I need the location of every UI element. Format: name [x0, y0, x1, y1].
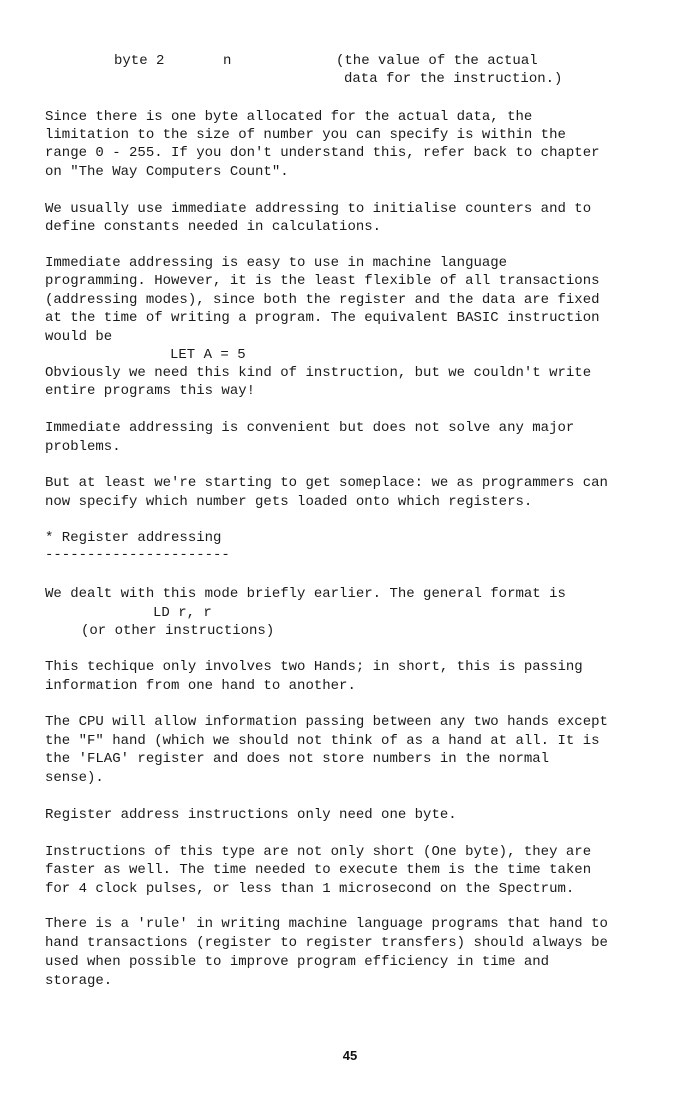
code-note: (or other instructions): [81, 623, 275, 639]
byte-note-line: data for the instruction.): [344, 71, 563, 87]
text-line: the "F" hand (which we should not think of as a hand at all. It is: [45, 733, 600, 749]
text-line: limitation to the size of number you can specify is within the: [45, 127, 566, 143]
text-line: range 0 - 255. If you don't understand this, refer back to chapter: [45, 145, 600, 161]
text-line: the 'FLAG' register and does not store numbers in the normal: [45, 751, 550, 767]
text-line: on "The Way Computers Count".: [45, 164, 289, 180]
text-line: sense).: [45, 770, 104, 786]
text-line: faster as well. The time needed to execute them is the time taken: [45, 862, 592, 878]
byte-operand: n: [223, 53, 232, 69]
text-line: Since there is one byte allocated for the actual data, the: [45, 109, 533, 125]
heading-underline: ----------------------: [45, 547, 230, 563]
section-heading: * Register addressing: [45, 530, 222, 546]
text-line: This techique only involves two Hands; in short, this is passing: [45, 659, 583, 675]
text-line: We dealt with this mode briefly earlier. The general format is: [45, 586, 566, 602]
code-line: LET A = 5: [170, 347, 246, 363]
text-line: Obviously we need this kind of instruction, but we couldn't write: [45, 365, 592, 381]
text-line: But at least we're starting to get someplace: we as programmers can: [45, 475, 608, 491]
byte-label: byte 2: [114, 53, 165, 69]
text-line: problems.: [45, 439, 121, 455]
text-line: now specify which number gets loaded onto which registers.: [45, 494, 533, 510]
text-line: hand transactions (register to register transfers) should always be: [45, 935, 608, 951]
text-line: Register address instructions only need one byte.: [45, 807, 457, 823]
text-line: entire programs this way!: [45, 383, 256, 399]
text-line: for 4 clock pulses, or less than 1 microsecond on the Spectrum.: [45, 881, 575, 897]
text-line: at the time of writing a program. The equivalent BASIC instruction: [45, 310, 600, 326]
text-line: We usually use immediate addressing to initialise counters and to: [45, 201, 592, 217]
text-line: define constants needed in calculations.: [45, 219, 382, 235]
text-line: Immediate addressing is convenient but does not solve any major: [45, 420, 575, 436]
text-line: (addressing modes), since both the register and the data are fixed: [45, 292, 600, 308]
text-line: The CPU will allow information passing between any two hands except: [45, 714, 608, 730]
page-number: 45: [342, 1048, 358, 1063]
text-line: Instructions of this type are not only short (One byte), they are: [45, 844, 592, 860]
byte-note-line: (the value of the actual: [336, 53, 538, 69]
code-line: LD r, r: [153, 605, 212, 621]
text-line: storage.: [45, 973, 113, 989]
text-line: programming. However, it is the least flexible of all transactions: [45, 273, 600, 289]
text-line: would be: [45, 329, 113, 345]
text-line: Immediate addressing is easy to use in machine language: [45, 255, 508, 271]
text-line: used when possible to improve program efficiency in time and: [45, 954, 550, 970]
text-line: There is a 'rule' in writing machine language programs that hand to: [45, 916, 608, 932]
text-line: information from one hand to another.: [45, 678, 356, 694]
